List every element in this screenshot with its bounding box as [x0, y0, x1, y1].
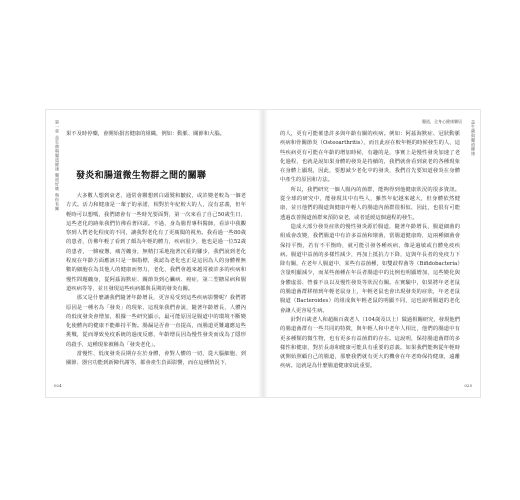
book-spread: [46, 110, 480, 397]
paragraph: 所以，我們研究一個人腸內的菌群，能夠得到他健康狀況的很多資訊。從全球的研究中，能發現其中有些人，雖然年紀越來越大，但身體依然健康，並且他們的腸道與健康年輕人的腸道內菌群很相似，因此，也很有可能透過改善腸道菌群來預防衰老，或者延緩這個過程的發生。: [280, 186, 460, 221]
section-title: 發炎和腸道微生物群之間的關聯: [76, 171, 207, 181]
paragraph: 造成大部分發炎症狀的慢性發炎源於腸道，隨著年齡增長，腸道細菌的組成會改變，我們腸道中有許多益菌和壞菌，當腸道健康時，這兩種細菌會保持平衡，若有不平衡時，就可能引發各種疾病，像是過敏或自體免疫疾病。腸道中益菌的多樣性減少，再加上抵抗力下降，這與年長者的免疫力下降有關，在老年人腸道中，某些有益菌種，如雙歧桿菌等（Bifidobacteria）含量明顯減少，而某些菌種在年長者腸道中的比例也明顯增加，這些變化與身體虛弱、營養不良以及慢性發炎等狀況有關。在實驗中，如果將年老老鼠的腸道菌群移植到年輕老鼠身上，年輕老鼠也會出現發炎的症狀，年老老鼠腸道（Bacteroides）的組成與年輕老鼠的明顯不同，這也說明腸道的老化會讓人更容易生病。: [280, 223, 460, 314]
running-head: 腸道，全身心健康樂居: [422, 119, 462, 124]
paragraph: 針對百歲老人和超級百歲老人（104歲及以上）做過相關研究，發現他們的腸道菌群有一些共同的特徵，與年輕人和中老年人相比，他們的腸道中有更多種類的微生物，也有更多有益菌群的存在。這說明，保持腸道菌群的多樣性和健康，對於長壽和健康可能具有重要的意義。如果我們能夠從年輕時就開始照顧自己的腸道，那麼我們就有更大的機會在年老時保持健康，遠離疾病。這就是為什麼腸道健康如此重要。: [280, 316, 460, 370]
top-paragraph: [66, 130, 246, 139]
left-page: [46, 110, 258, 397]
left-body-text: [66, 192, 246, 377]
right-side-label: 益生菌與腸道健康: [471, 120, 476, 156]
page-number: 024: [54, 383, 62, 388]
right-page: [268, 110, 480, 397]
right-body-text: [280, 130, 460, 378]
paragraph: 果不及時停藥，會開始損害健康的組織，例如：動脈、關節和大腦。: [66, 131, 225, 137]
paragraph: 那又是什麼讓我們隨著年齡增長，更容易受到這些疾病影響呢？我們將原因是一種名為「發炎」的現象，這現象我們會說，隨著年齡增長，人體內的低度發炎會增加，根據一些研究顯示，最可能原因是腸道中的環境不斷變化使體內的健康不能維持平衡。腸漏是否會一直提高，而腸道更難適應這些挑戰，從而導致免疫系統的過度反應，年齡增長因為慢性發炎而成為了隱形的殺手，這種現象被稱為「發炎老化」。: [66, 295, 246, 348]
paragraph: 大多數人想到衰老，通常會聯想到白頭髮和皺紋，或許變老較為一個老方式。活力和健康是一輩子的承諾，相對於年紀較大的人，沒有意義，但年輕時可以想嗎，我們總會有一些時光要面對，第一次來看了自己50歲生日，這些老化的跡象我們彷彿看著回頭。不過，身為腸胃專科醫師，看診中我觀察到人們老化程度的不同，讓我對老化有了更廣闊的視角。我看過一些80歲的患者，仿佛年輕了看到了頗為年輕的體力，疾病很少，他也是過一位52歲的患者，一臉疲憊，痛苦纏身，無精打采地拖著沉重的腳步，我們說到老化程度在年齡方面應該只是一個指標，我認為老化也正是這因為人的身體裡無數的細胞在為其他人的健康而努力，老化，我們會越來越常被許多的疾病和慢性問題纏身，從阿茲海默症、關節炎到心臟病、癌症，第二型糖尿病和腸道疾病等等，並且發現這些疾病都與長期的發炎有關。: [66, 193, 246, 292]
paragraph: 的人，更有可能罹患許多與年齡有關的疾病。例如：阿茲海默症、冠狀動脈疾病和骨關節炎（Osteoarthritis），而且此症在較年輕的時候發生的人，這些疾病更有可能在年齡的增加時候，有趣的是，事實上是慢性發炎加速了老化過程，也就是說如果身體的發炎是持續的，我們就會看到衰老的各種現象在身體上顯現，因此，要想減少老化中的發炎，我們首先要知道發炎在身體中產生的原因和方法。: [280, 131, 460, 184]
page-number: 025: [464, 383, 472, 388]
paragraph: 當慢性、低度發炎長期存在於身體，會對人體的一切，從大腦細胞、到關節、器官功能到新陳代謝等，都會產生負面影響，而在這種情況下，: [66, 351, 246, 367]
book-gutter: [258, 110, 268, 397]
left-side-label: 第一章 益生菌與腸道健康 腸道好壞 與你有關: [55, 120, 60, 211]
